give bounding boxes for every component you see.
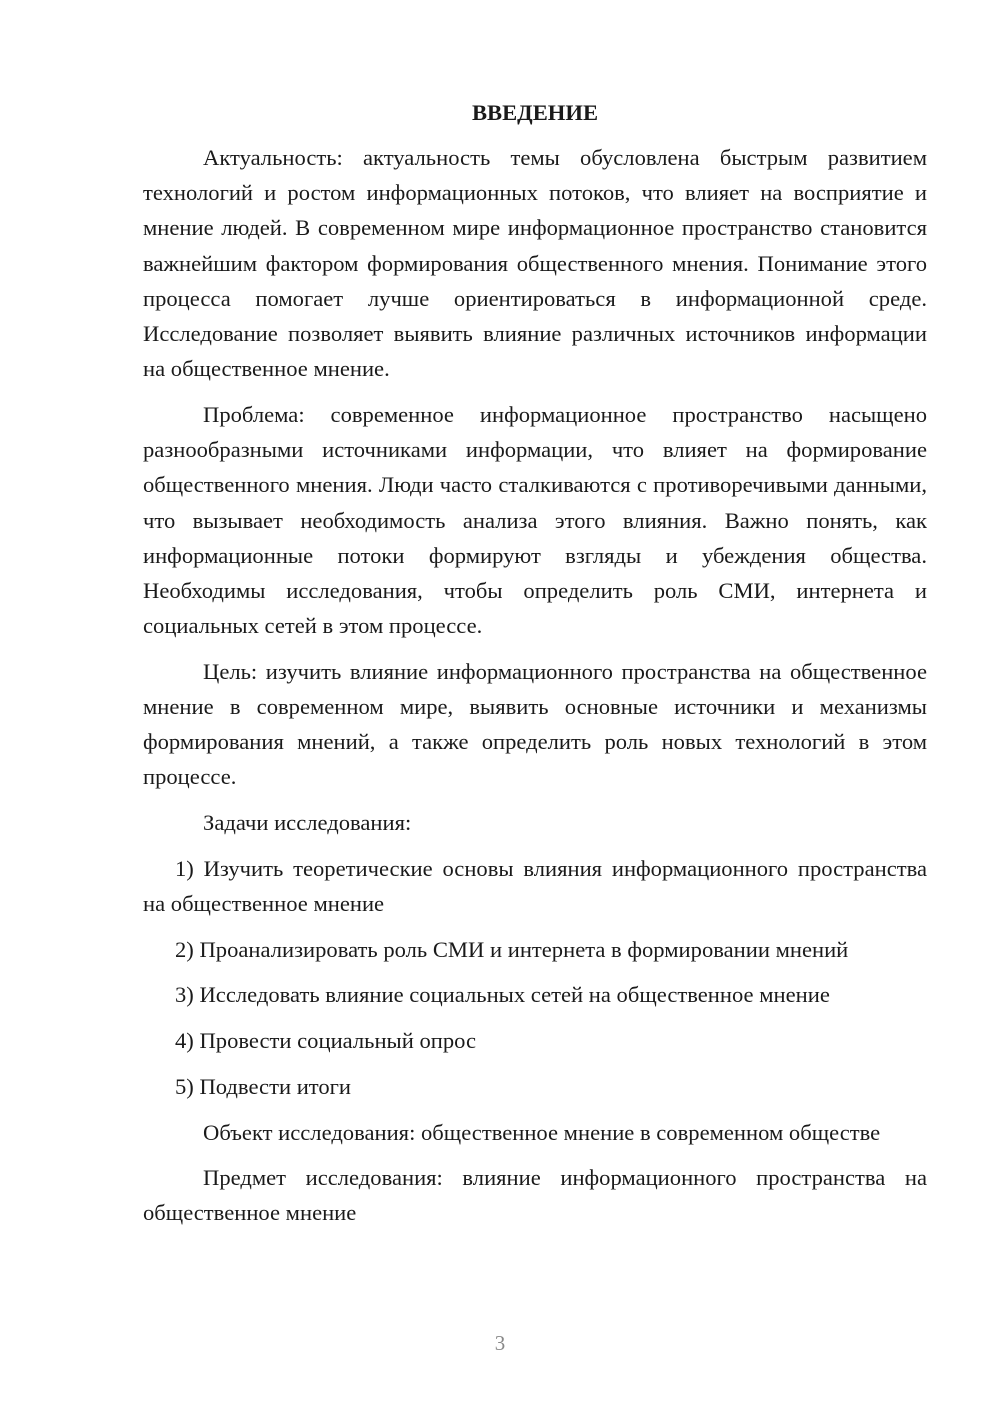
relevance-paragraph: Актуальность: актуальность темы обусловлена быстрым развитием технологий и ростом информационных потоков, что влияет на восприятие и мнение людей. В современном мире информационное пространство становится важнейшим фактором формирования общественного мнения. Понимание этого процесса помогает лучше ориентироваться в информационной среде. Исследование позволяет выявить влияние различных источников информации на общественное мнение. <box>143 145 927 382</box>
problem-paragraph: Проблема: современное информационное пространство насыщено разнообразными источниками информации, что влияет на формирование общественного мнения. Люди часто сталкиваются с противоречивыми данными, что вызывает необходимость анализа этого влияния. Важно понять, как информационные потоки формируют взгляды и убеждения общества. Необходимы исследования, чтобы определить роль СМИ, интернета и социальных сетей в этом процессе. <box>143 401 927 639</box>
page-title: ВВЕДЕНИЕ <box>471 100 599 125</box>
document-page <box>143 95 927 1241</box>
task-item-2: 2) Проанализировать роль СМИ и интернета в формировании мнений <box>175 936 849 962</box>
task-item-3: 3) Исследовать влияние социальных сетей на общественное мнение <box>175 982 830 1008</box>
task-item-4: 4) Провести социальный опрос <box>175 1028 477 1054</box>
goal-paragraph: Цель: изучить влияние информационного пространства на общественное мнение в современном мире, выявить основные источники и механизмы формирования мнений, а также определить роль новых технологий в этом процессе. <box>143 658 927 790</box>
page-number: 3 <box>494 1331 506 1355</box>
object-paragraph: Объект исследования: общественное мнение в современном обществе <box>203 1119 881 1145</box>
subject-paragraph: Предмет исследования: влияние информационного пространства на общественное мнение <box>143 1165 927 1226</box>
task-item-5: 5) Подвести итоги <box>175 1073 352 1099</box>
task-item-1: 1) Изучить теоретические основы влияния информационного пространства на общественное мнение <box>143 855 927 917</box>
tasks-heading: Задачи исследования: <box>203 810 412 836</box>
